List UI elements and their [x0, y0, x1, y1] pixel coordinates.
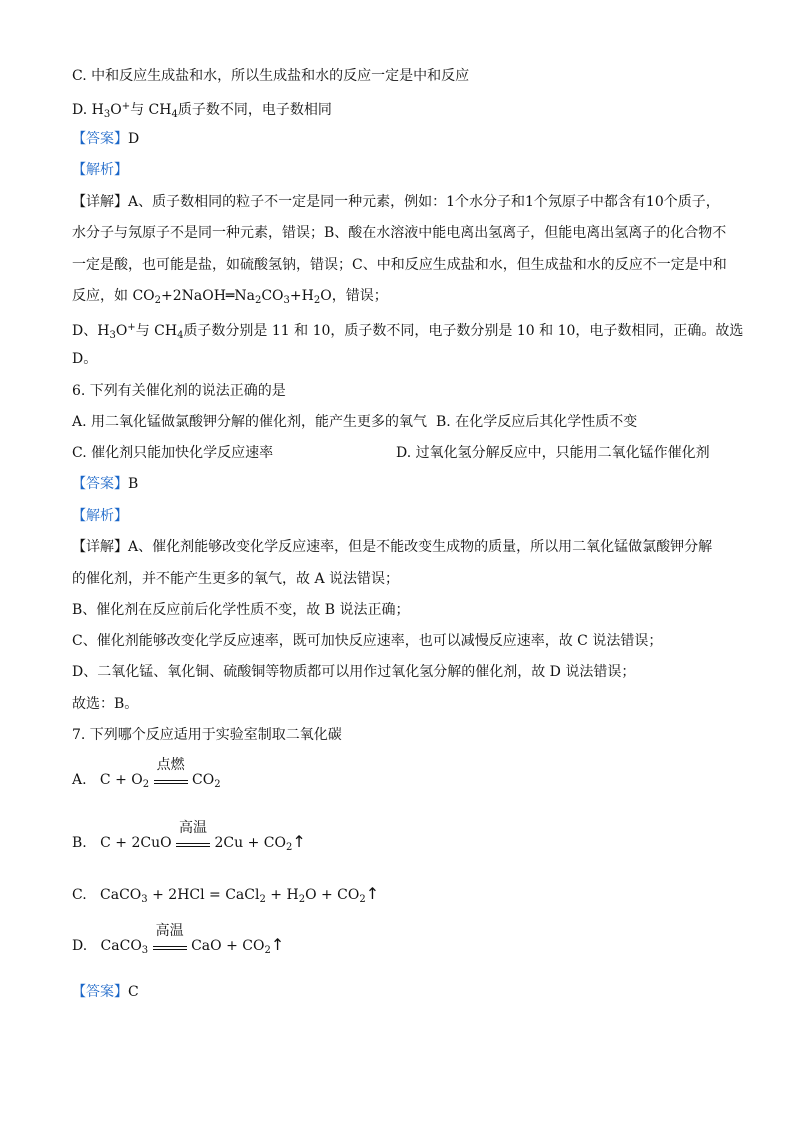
q5-answer-label: 【答案】	[72, 131, 128, 147]
q6-option-c: C. 催化剂只能加快化学反应速率	[72, 445, 274, 461]
q7-option-c	[72, 884, 379, 910]
q6-detail-text-1: A、催化剂能够改变化学反应速率，但是不能改变生成物的质量，所以用二氧化锰做氯酸钾分解	[128, 539, 713, 555]
q5-detail-5-sub1: 3	[109, 330, 116, 341]
q7-c-gas-arrow: ↑	[365, 884, 380, 903]
q7-c-eq-a: CaCO	[100, 887, 142, 903]
q7-a-label: A.	[72, 772, 87, 788]
q7-b-condition	[176, 820, 210, 847]
q5-option-d-sub4: 4	[171, 109, 178, 120]
q7-d-right: CaO + CO	[191, 938, 265, 954]
q7-b-left: C + 2CuO	[100, 835, 172, 851]
q5-answer-value: D	[128, 131, 140, 147]
q6-answer-label: 【答案】	[72, 476, 128, 492]
q7-d-gas-arrow: ↑	[270, 935, 285, 954]
q5-detail-line-3: 一定是酸，也可能是盐，如硫酸氢钠，错误；C、中和反应生成盐和水，但生成盐和水的反应不一定是中和	[72, 257, 727, 273]
q7-c-label: C.	[72, 887, 87, 903]
q7-b-label: B.	[72, 835, 87, 851]
q5-option-d-mid1: O	[110, 102, 122, 118]
q5-option-d-pre: D. H	[72, 102, 104, 118]
q5-detail-4c: CO	[261, 288, 284, 304]
q5-detail-line-2: 水分子与氖原子不是同一种元素，错误；B、酸在水溶液中能电离出氢离子，但能电离出氢离子的化合物不	[72, 225, 727, 241]
q5-detail-5a: D、H	[72, 323, 110, 339]
q7-c-sub4: 2	[359, 894, 366, 905]
q5-detail-4e: O，错误；	[320, 288, 388, 304]
q6-option-a: A. 用二氧化锰做氯酸钾分解的催化剂，能产生更多的氧气	[72, 414, 428, 430]
q6-detail-line-2: 的催化剂，并不能产生更多的氧气，故 A 说法错误；	[72, 571, 400, 587]
q5-detail-4-sub2: 2	[254, 295, 262, 306]
q5-answer	[72, 129, 139, 149]
q7-a-left-sub: 2	[142, 779, 150, 790]
q7-b-right-sub: 2	[285, 842, 293, 853]
q6-detail-line-4: C、催化剂能够改变化学反应速率，既可加快反应速率，也可以减慢反应速率，故 C 说法错误；	[72, 633, 663, 649]
q7-a-condition-text: 点燃	[156, 757, 185, 773]
q5-detail-5c: 与 CH	[135, 323, 178, 339]
q7-d-left: CaCO	[100, 938, 142, 954]
q5-detail-4a: 反应，如 CO	[72, 288, 155, 304]
q5-detail-line-6: D。	[72, 351, 98, 367]
q7-a-left: C + O	[99, 772, 143, 788]
q5-option-c: C. 中和反应生成盐和水，所以生成盐和水的反应一定是中和反应	[72, 68, 470, 84]
q5-detail-line-5	[72, 318, 743, 346]
q5-detail-line-1	[72, 192, 720, 212]
q5-detail-4b: +2NaOH═Na	[161, 288, 255, 304]
q7-d-left-sub: 3	[141, 945, 149, 956]
q5-detail-4-sub3: 3	[283, 295, 290, 306]
q6-detail-label: 【详解】	[72, 539, 128, 555]
q5-option-d-sub: 3	[103, 109, 111, 120]
q7-answer	[72, 982, 139, 1002]
q6-answer	[72, 474, 138, 494]
q7-a-condition	[154, 757, 188, 784]
q6-detail-line-1	[72, 537, 712, 557]
q6-detail-line-6: 故选：B。	[72, 696, 139, 712]
q5-detail-label: 【详解】	[72, 194, 128, 210]
q5-detail-5d: 质子数分别是 11 和 10，质子数不同，电子数分别是 10 和 10，电子数相同，正确。故选	[183, 323, 744, 339]
q7-answer-value: C	[128, 984, 139, 1000]
q6-stem: 6. 下列有关催化剂的说法正确的是	[72, 383, 286, 399]
q6-answer-value: B	[128, 476, 139, 492]
q5-detail-text-1: A、质子数相同的粒子不一定是同一种元素，例如：1个水分子和1个氖原子中都含有10个质子，	[128, 194, 720, 210]
q7-d-condition	[153, 923, 187, 950]
q7-option-d	[72, 923, 285, 961]
q5-detail-line-4	[72, 286, 388, 311]
q7-answer-label: 【答案】	[72, 984, 128, 1000]
q5-option-d	[72, 97, 332, 125]
q5-detail-5-sub2: 4	[177, 330, 184, 341]
q7-a-right-sub: 2	[214, 779, 221, 790]
q5-option-d-mid2: 与 CH	[130, 102, 172, 118]
q5-option-d-sup: +	[121, 101, 131, 112]
q7-c-eq-b: + 2HCl = CaCl	[147, 887, 260, 903]
q7-c-sub3: 2	[298, 894, 306, 905]
q7-d-label: D.	[72, 938, 88, 954]
q6-detail-line-5: D、二氧化锰、氧化铜、硫酸铜等物质都可以用作过氧化氢分解的催化剂，故 D 说法错误；	[72, 664, 636, 680]
q7-b-right: 2Cu + CO	[214, 835, 286, 851]
q5-analysis-label: 【解析】	[72, 162, 128, 178]
q6-option-d: D. 过氧化氢分解反应中，只能用二氧化锰作催化剂	[396, 445, 710, 461]
q7-c-eq-d: O + CO	[305, 887, 360, 903]
q5-detail-4-sub1: 2	[154, 295, 162, 306]
q7-d-condition-text: 高温	[155, 923, 184, 939]
q7-b-condition-text: 高温	[179, 820, 208, 836]
q5-detail-4-sub4: 2	[313, 295, 321, 306]
q6-analysis-label: 【解析】	[72, 508, 128, 524]
q5-detail-4d: +H	[289, 288, 314, 304]
q5-detail-5-sup: +	[127, 322, 136, 333]
q6-detail-line-3: B、催化剂在反应前后化学性质不变，故 B 说法正确；	[72, 602, 410, 618]
q7-option-b	[72, 820, 306, 858]
q7-b-gas-arrow: ↑	[292, 832, 306, 851]
q7-c-sub1: 3	[141, 894, 148, 905]
q6-option-b: B. 在化学反应后其化学性质不变	[436, 414, 638, 430]
q7-c-sub2: 2	[259, 894, 266, 905]
q5-option-d-post: 质子数不同，电子数相同	[177, 102, 332, 118]
q5-detail-5b: O	[115, 323, 128, 339]
q7-stem: 7. 下列哪个反应适用于实验室制取二氧化碳	[72, 727, 342, 743]
q7-a-right: CO	[192, 772, 215, 788]
q7-c-eq-c: + H	[265, 887, 299, 903]
q7-option-a	[72, 757, 221, 795]
q7-d-right-sub: 2	[264, 945, 271, 956]
